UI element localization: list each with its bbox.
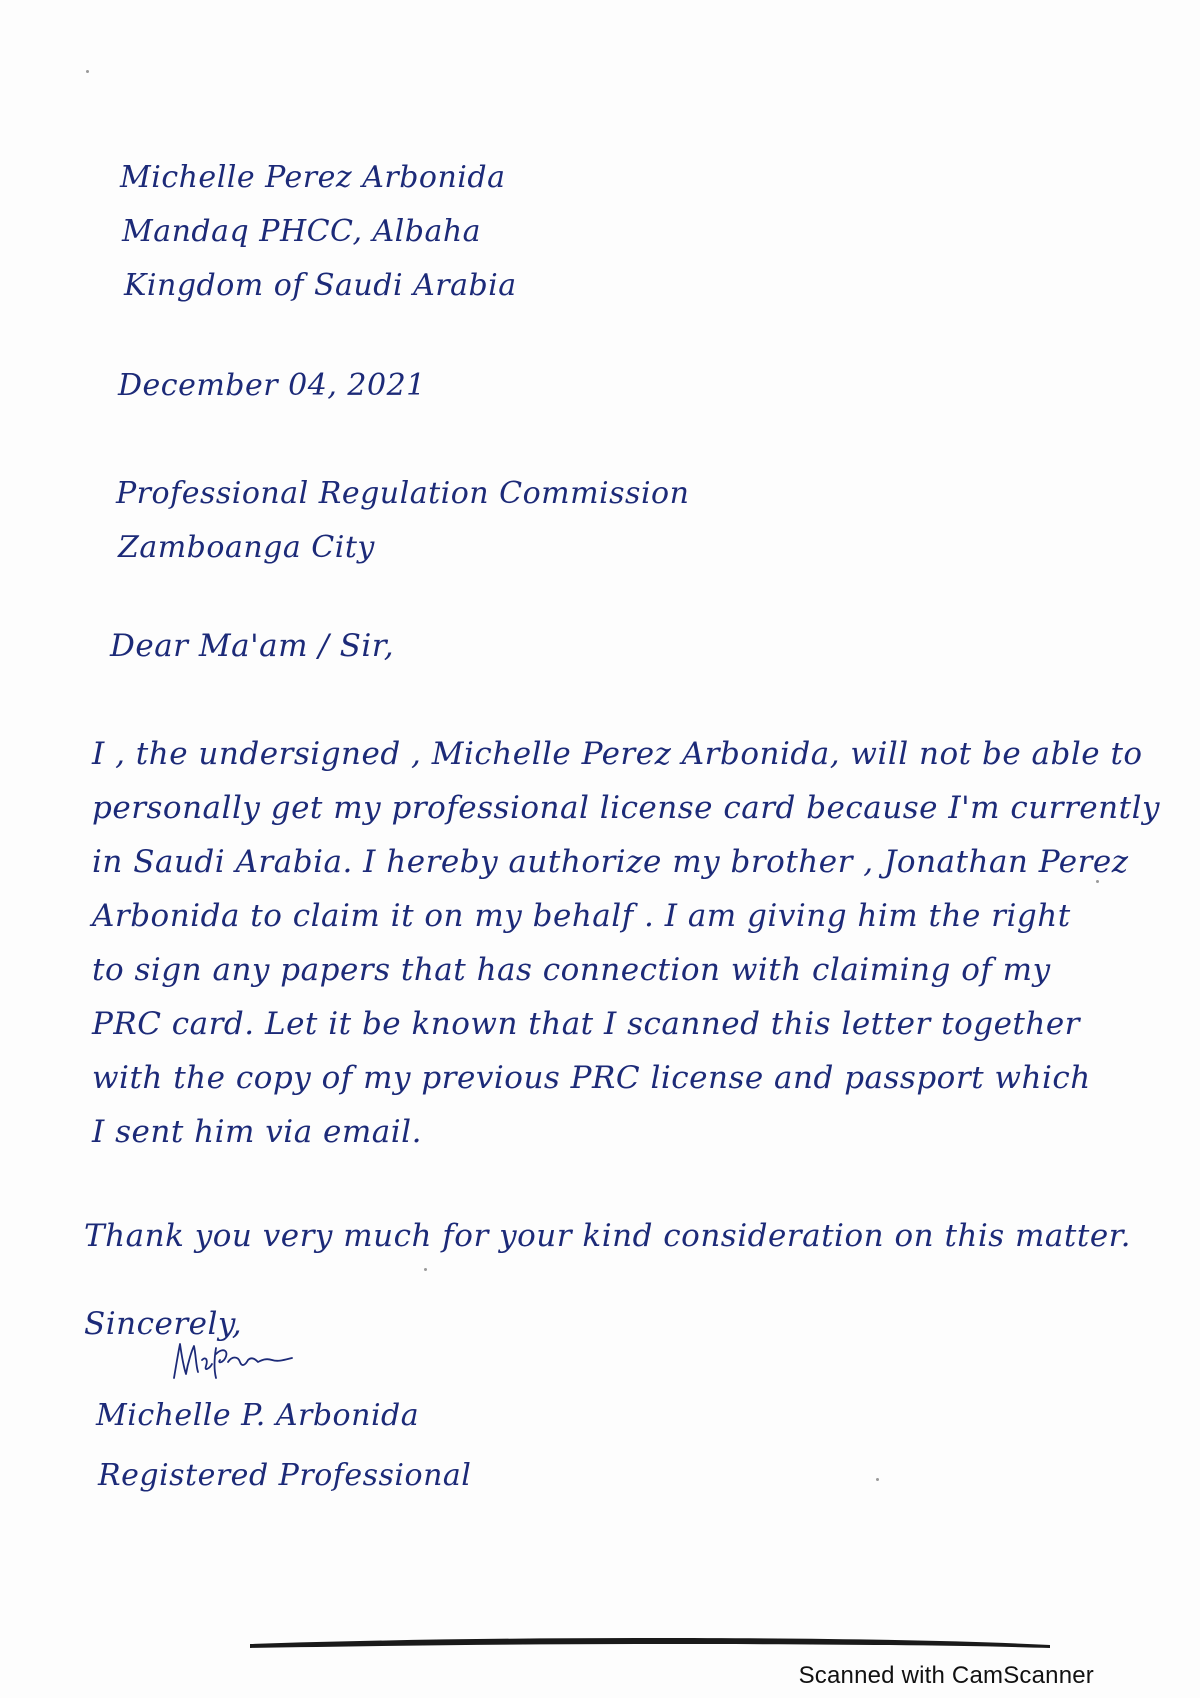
body-line: with the copy of my previous PRC license and passport which xyxy=(92,1060,1091,1096)
scan-speck xyxy=(876,1478,879,1481)
signer-name: Michelle P. Arbonida xyxy=(96,1398,420,1433)
body-line: PRC card. Let it be known that I scanned this letter together xyxy=(92,1006,1081,1042)
letter-date: December 04, 2021 xyxy=(118,368,426,403)
sender-name: Michelle Perez Arbonida xyxy=(120,160,506,195)
thank-you-line: Thank you very much for your kind consideration on this matter. xyxy=(84,1218,1131,1254)
handwritten-signature xyxy=(168,1338,298,1382)
body-line: I sent him via email. xyxy=(92,1114,422,1150)
signer-title: Registered Professional xyxy=(98,1458,472,1493)
recipient-city: Zamboanga City xyxy=(118,530,375,565)
body-line: in Saudi Arabia. I hereby authorize my brother , Jonathan Perez xyxy=(92,844,1129,880)
closing: Sincerely, xyxy=(84,1306,243,1342)
scan-speck xyxy=(424,1268,427,1271)
salutation: Dear Ma'am / Sir, xyxy=(110,628,395,664)
scan-speck xyxy=(1096,880,1099,883)
scan-speck xyxy=(86,70,89,73)
sender-location: Mandaq PHCC, Albaha xyxy=(122,214,482,249)
sender-country: Kingdom of Saudi Arabia xyxy=(124,268,517,303)
scan-edge-shadow xyxy=(250,1636,1050,1648)
body-line: Arbonida to claim it on my behalf . I am giving him the right xyxy=(92,898,1071,934)
body-line: to sign any papers that has connection with claiming of my xyxy=(92,952,1051,988)
camscanner-watermark: Scanned with CamScanner xyxy=(798,1662,1094,1689)
recipient-organization: Professional Regulation Commission xyxy=(116,476,690,511)
body-line: I , the undersigned , Michelle Perez Arbonida, will not be able to xyxy=(92,736,1143,772)
body-line: personally get my professional license card because I'm currently xyxy=(92,790,1161,826)
